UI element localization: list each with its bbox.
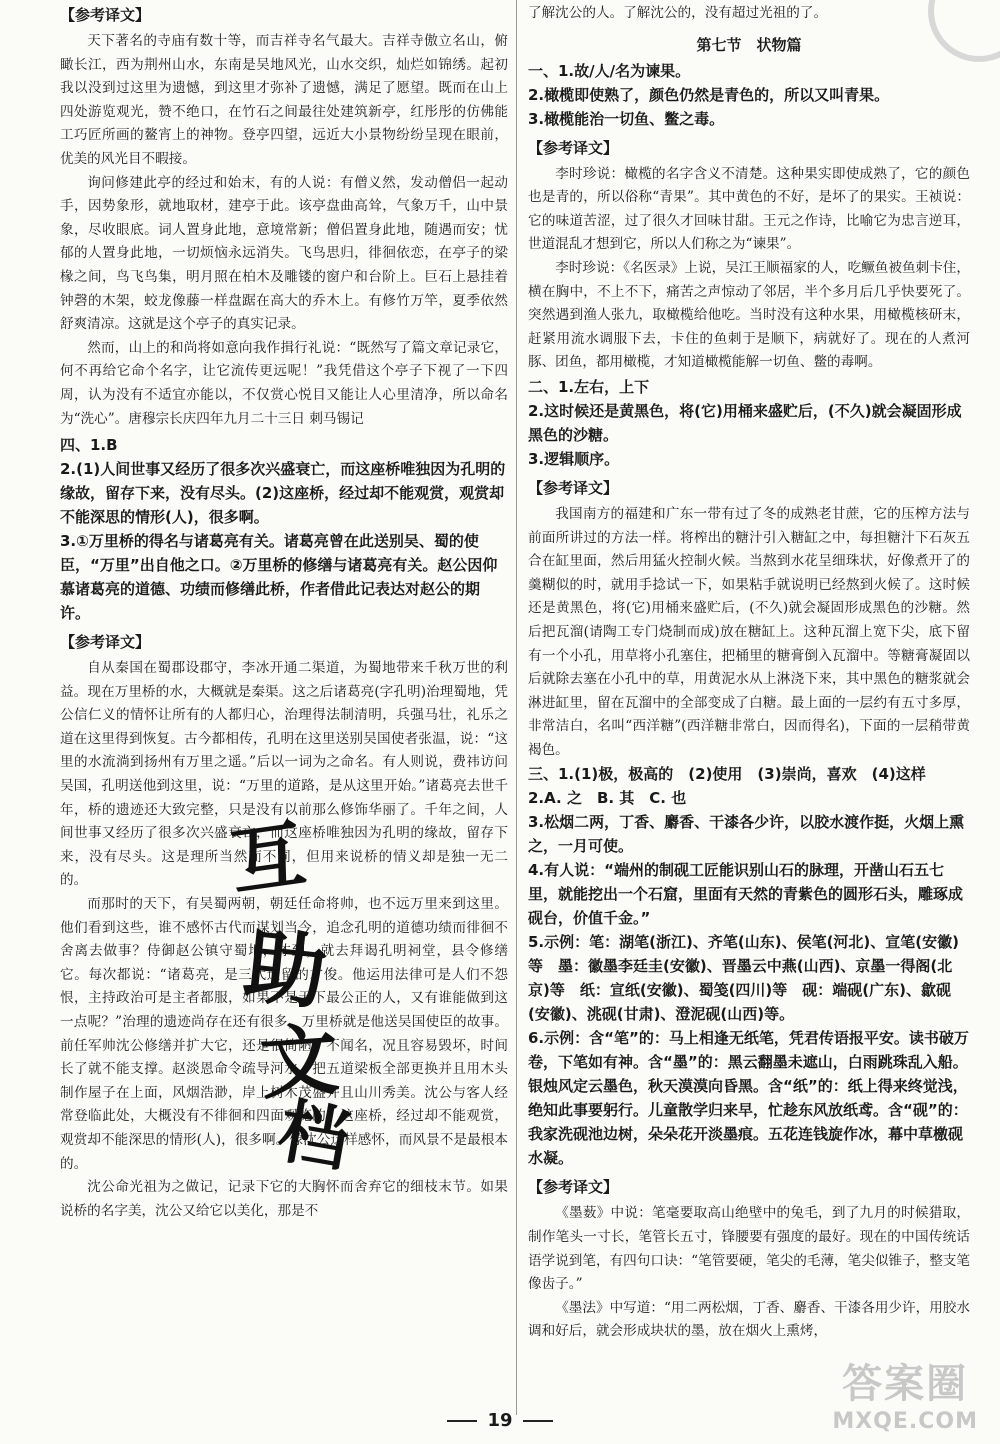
translation-para: 我国南方的福建和广东一带有过了冬的成熟老甘蔗，它的压榨方法与前面所讲过的方法一样。将榨出的糖汁引入糖缸之中，每担糖汁下石灰五合在缸里面，然后用猛火控制火候。当熬到水花呈细珠状，好像煮开了的羹糊似的时，就用手捻试一下，如果粘手就说明已经熬到火候了。这时候还是黄黑色，将(它)用桶来盛贮后，(不久)就会凝固形成黑色的沙糖。然后把瓦溜(请陶工专门烧制而成)放在糖缸上。这种瓦溜上宽下尖，底下留有一个小孔，用草将小孔塞住，把桶里的糖膏倒入瓦溜中。等糖膏凝固以后就除去塞在小孔中的草，用黄泥水从上淋浇下来，其中黑色的糖浆就会淋进缸里，留在瓦溜中的全部变成了白糖。最上面的一层约有五寸多厚，非常洁白，名叫“西洋糖”(西洋糖非常白，因而得名)，下面的一层稍带黄褐色。 — [528, 505, 970, 758]
watermark-logo: 答案圈 MXQE.COM — [832, 1361, 978, 1434]
ref-heading-4: 【参考译文】 — [528, 478, 619, 497]
answers-section-4 — [60, 433, 508, 625]
answer-item: 3.橄榄能治一切鱼、鳖之毒。 — [528, 109, 725, 128]
translation-para: 沈公命光祖为之做记，记录下它的大胸怀而舍弃它的细枝末节。如果说桥的名字美，沈公又给它以美化，那是不 — [60, 1179, 508, 1219]
answer-item: 2.这时候还是黄黑色，将(它)用桶来盛贮后，(不久)就会凝固形成黑色的沙糖。 — [528, 401, 962, 444]
continuation-line: 了解沈公的人。了解沈公的，没有超过光祖的了。 — [528, 5, 828, 21]
translation-para: 天下著名的寺庙有数十等，而吉祥寺名气最大。吉祥寺傲立名山，俯瞰长江，西为荆州山水，东南是吴地风光，山水交织，灿烂如锦绣。起初我以没到过这里为遗憾，到这里才弥补了遗憾，满足了愿望。既而在山上四处游览观光，赞不绝口，在竹石之间最往处建筑新亭，红彤彤的仿佛能工巧匠所画的鳌宵上的神物。登亭四望，远近大小景物纷纷呈现在眼前，优美的风光目不暇接。 — [60, 33, 508, 167]
answer-item: 3.逻辑顺序。 — [528, 449, 620, 468]
answer-item: 5.示例：笔：湖笔(浙江)、齐笔(山东)、侯笔(河北)、宣笔(安徽)等 墨：徽墨李廷圭(安徽)、晋墨云中燕(山西)、京墨一得阁(北京)等 纸：宣纸(安徽)、蜀笺(四川)等 砚：端砚(广东)、歙砚(安徽)、洮砚(甘肃)、澄泥砚(山西)等。 — [528, 933, 959, 1024]
answers-section-1 — [528, 59, 970, 131]
ref-heading-5: 【参考译文】 — [528, 1178, 619, 1197]
translation-para: 然而，山上的和尚将如意向我作揖行礼说：“既然写了篇文章记录它，何不再给它命个名字，让它流传更远呢！”我凭借这个亭子下视了一下四周，认为没有不适宜亦能以，不仅赏心悦目又能让人心里清净，所以命名为“洗心”。唐穆宗长庆四年九月二十三日 刺马锡记 — [60, 339, 508, 427]
handwriting-char: 档 — [272, 1088, 356, 1183]
translation-para: 李时珍说：《名医录》上说，吴江王顺福家的人，吃鳜鱼被鱼刺卡住，横在胸中，不上不下，痛苦之声惊动了邻居，半个多月后几乎快要死了。突然遇到渔人张九，取橄榄给他吃。当时没有这种水果，用橄榄核研末，赶紧用流水调服下去，卡住的鱼刺于是顺下，病就好了。现在的人煮河豚、团鱼，都用橄榄，才知道橄榄能解一切鱼、鳖的毒啊。 — [528, 259, 970, 371]
handwriting-char: 助 — [239, 917, 332, 1022]
answers-section-3 — [528, 762, 970, 1170]
answer-item: 2.A. 之 B. 其 C. 也 — [528, 789, 687, 808]
translation-para: 而那时的天下，有吴蜀两朝，朝廷任命将帅，也不远万里来到这里。他们看到这些，谁不感怀古代而谋划当今，追念孔明的道德功绩而徘徊不舍离去做事？侍御赵公镇守蜀地，才到，就去拜谒孔明祠堂，县令修缮它。每次都说：“诸葛亮，是三代遗留的才俊。他运用法律可是人们不怨恨，主持政治可是主者都服，如果不是天下最公正的人，又有谁能做到这一点呢？”治理的遗迹尚存在还有很多，万里桥就是他送吴国使臣的故事。前任军帅沈公修缮并扩大它，还是很简陋，不闻名，况且容易毁坏，时间长了就不能支撑。赵淡恩命令疏导河水，把五道梁板全部更换并且用木头制作屋子在上面，风烟浩渺，岸上树木茂盛并且山川秀美。沈公与客人经常登临此处，大概没有不徘徊和四面观览的。这座桥，经过却不能观赏，观赏却不能深思的情形(人)，很多啊。像沈公这样感怀，而风景不是最根本的。 — [60, 896, 508, 1172]
translation-para: 《墨薮》中说：笔毫要取高山绝壁中的兔毛，到了九月的时候猎取，制作笔头一寸长，笔管长五寸，锋腰要有强度的最好。现在的中国传统话语学说到笔，有四句口诀：“笔管要硬，笔尖的毛薄，笔尖似锥子，整支笔像齿子。” — [528, 1205, 970, 1293]
column-divider — [516, 0, 517, 1415]
ref-heading-3: 【参考译文】 — [528, 138, 619, 157]
answer-item: 3.①万里桥的得名与诸葛亮有关。诸葛亮曾在此送别吴、蜀的使臣，“万里”出自他之口。②万里桥的修缮与诸葛亮有关。赵公因仰慕诸葛亮的道德、功绩而修缮此桥，作者借此记表达对赵公的期许。 — [60, 532, 498, 623]
translation-para: 李时珍说：橄榄的名字含义不清楚。这种果实即使成熟了，它的颜色也是青的，所以俗称“青果”。其中黄色的不好，是坏了的果实。王祯说：它的味道苦涩，过了很久才回味甘甜。王元之作诗，比喻它为忠言逆耳，世道混乱才想到它，所以人们称之为“谏果”。 — [528, 165, 970, 253]
translation-para: 《墨法》中写道：“用二两松烟，丁香、麝香、干漆各用少许，用胶水调和好后，就会形成块状的墨，放在烟火上熏烤， — [528, 1299, 970, 1340]
answer-item: 二、1.左右，上下 — [528, 377, 650, 396]
ref-heading-1: 【参考译文】 — [60, 6, 151, 24]
answers-section-2 — [528, 375, 970, 471]
ref-heading-2: 【参考译文】 — [60, 633, 151, 652]
answer-item: 四、1.B — [60, 436, 118, 455]
answer-item: 4.有人说：“端州的制砚工匠能识别山石的脉理，开凿山石五七里，就能挖出一个石窟，里面有天然的青紫色的圆形石头，雕琢成砚台，价值千金。” — [528, 861, 964, 928]
answer-item: 2.(1)人间世事又经历了很多次兴盛衰亡，而这座桥唯独因为孔明的缘故，留存下来，没有尽头。(2)这座桥，经过却不能观赏，观赏却不能深思的情形(人)，很多啊。 — [60, 460, 506, 527]
answer-item: 2.橄榄即使熟了，颜色仍然是青色的，所以又叫青果。 — [528, 85, 890, 104]
answer-item: 3.松烟二两，丁香、麝香、干漆各少许，以胶水渡作挺，火烟上熏之，一月可使。 — [528, 813, 965, 856]
translation-para: 自从秦国在蜀郡设郡守，李冰开通二渠道，为蜀地带来千秋万世的利益。现在万里桥的水，大概就是秦渠。这之后诸葛亮(字孔明)治理蜀地，凭公信仁义的情怀让所有的人都归心，治理得法制清明，兵强马壮，礼乐之道在这里得到恢复。古今都相传，孔明在这里送别吴国使者张温，说：“这里的水流淌到扬州有万里之遥。”后以一词为之命名。有人则说，费祎访问吴国，孔明送他到这里，说：“万里的道路，是从这里开始。”诸葛亮去世千年，桥的遗迹还大致完整，只是没有以前那么修饰华丽了。千年之间，人间世事又经历了很多次兴盛衰亡，而这座桥唯独因为孔明的缘故，留存下来，没有尽头。这是理所当然而不同，但用来说桥的情义却是独一无二的。 — [60, 660, 508, 889]
answer-item: 一、1.故/人/名为谏果。 — [528, 61, 691, 80]
answer-item: 三、1.(1)极，极高的 (2)使用 (3)崇尚，喜欢 (4)这样 — [528, 765, 926, 784]
page-number: 19 — [0, 1410, 1000, 1431]
translation-para: 询问修建此亭的经过和始末，有的人说：有僧义然，发动僧侣一起动手，因势象形，就地取材，建亭于此。该亭盘曲高耸，气象万千，山中景象，尽收眼底。词人置身此地，意境常新；僧侣置身此地，随遇而安；忧郁的人置身此地，一切烦恼永远消失。飞鸟思归，徘徊依恋，在亭子的梁椽之间，鸟飞鸟集，明月照在柏木及雕镂的窗户和台阶上。巨石上悬挂着钟磬的木架，蛟龙像藤一样盘踞在高大的乔木上。有修竹万竿，夏季依然舒爽清凉。这就是这个亭子的真实记录。 — [60, 174, 508, 333]
section-title: 第七节 状物篇 — [696, 35, 802, 54]
handwriting-char: 互 — [225, 811, 311, 907]
right-column — [528, 0, 970, 1344]
answer-item: 6.示例：含“笔”的：马上相逢无纸笔，凭君传语报平安。读书破万卷，下笔如有神。含“墨”的：黑云翻墨未遮山，白雨跳珠乱入船。银烛风定云墨色，秋天漠漠向昏黑。含“纸”的：纸上得来终觉浅，绝知此事要躬行。儿童散学归来早，忙趁东风放纸鸢。含“砚”的：我家洗砚池边树，朵朵花开淡墨痕。五花连钱旋作冰，幕中草檄砚水凝。 — [528, 1029, 969, 1168]
left-column — [60, 0, 508, 1223]
handwriting-char: 文 — [257, 1014, 342, 1111]
